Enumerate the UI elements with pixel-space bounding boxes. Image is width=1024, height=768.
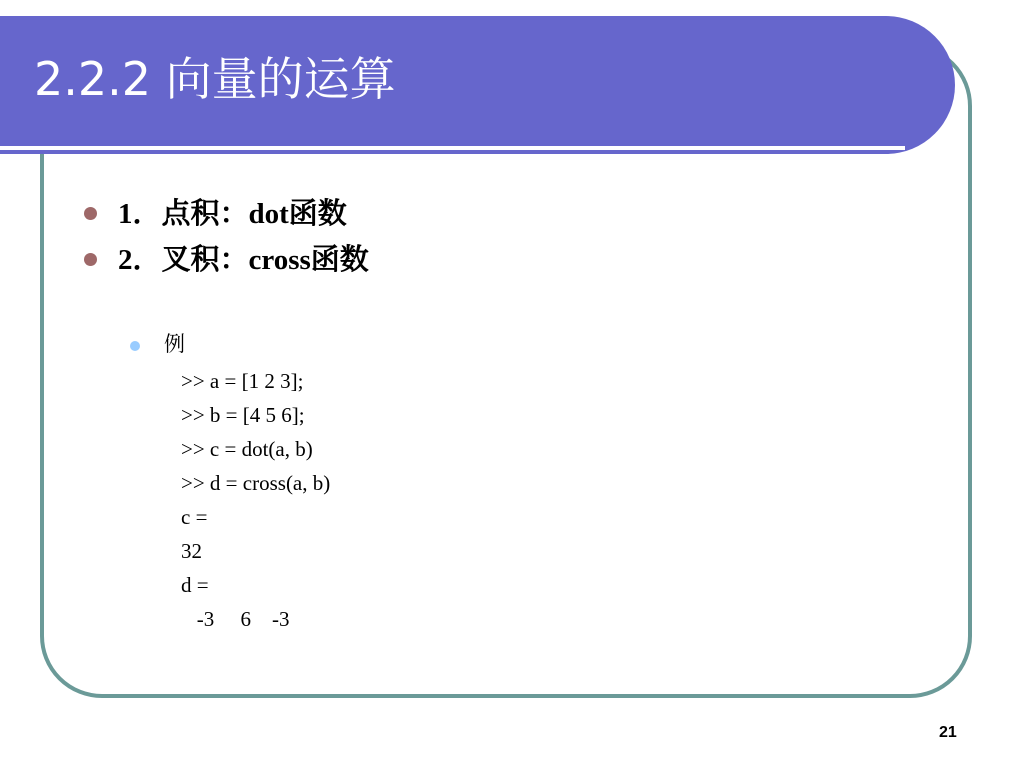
sub-bullet-label: 例	[164, 332, 185, 356]
code-line: >> a = [1 2 3];	[181, 369, 304, 393]
code-example	[181, 364, 330, 636]
code-line: -3 6 -3	[181, 607, 290, 631]
bullet-label: 2．叉积：cross函数	[118, 244, 369, 276]
code-line: >> d = cross(a, b)	[181, 471, 331, 495]
code-line: c =	[181, 505, 208, 529]
bullet-label: 1．点积：dot函数	[118, 198, 347, 230]
bullet-dot-icon	[84, 207, 97, 220]
code-line: >> b = [4 5 6];	[181, 403, 305, 427]
title-underline	[0, 146, 905, 150]
code-line: >> c = dot(a, b)	[181, 437, 313, 461]
page-number: 21	[939, 724, 957, 741]
bullet-dot-icon	[84, 253, 97, 266]
slide-title: 2.2.2 向量的运算	[34, 52, 396, 106]
sub-bullet-dot-icon	[130, 341, 140, 351]
code-line: d =	[181, 573, 209, 597]
code-line: 32	[181, 539, 202, 563]
